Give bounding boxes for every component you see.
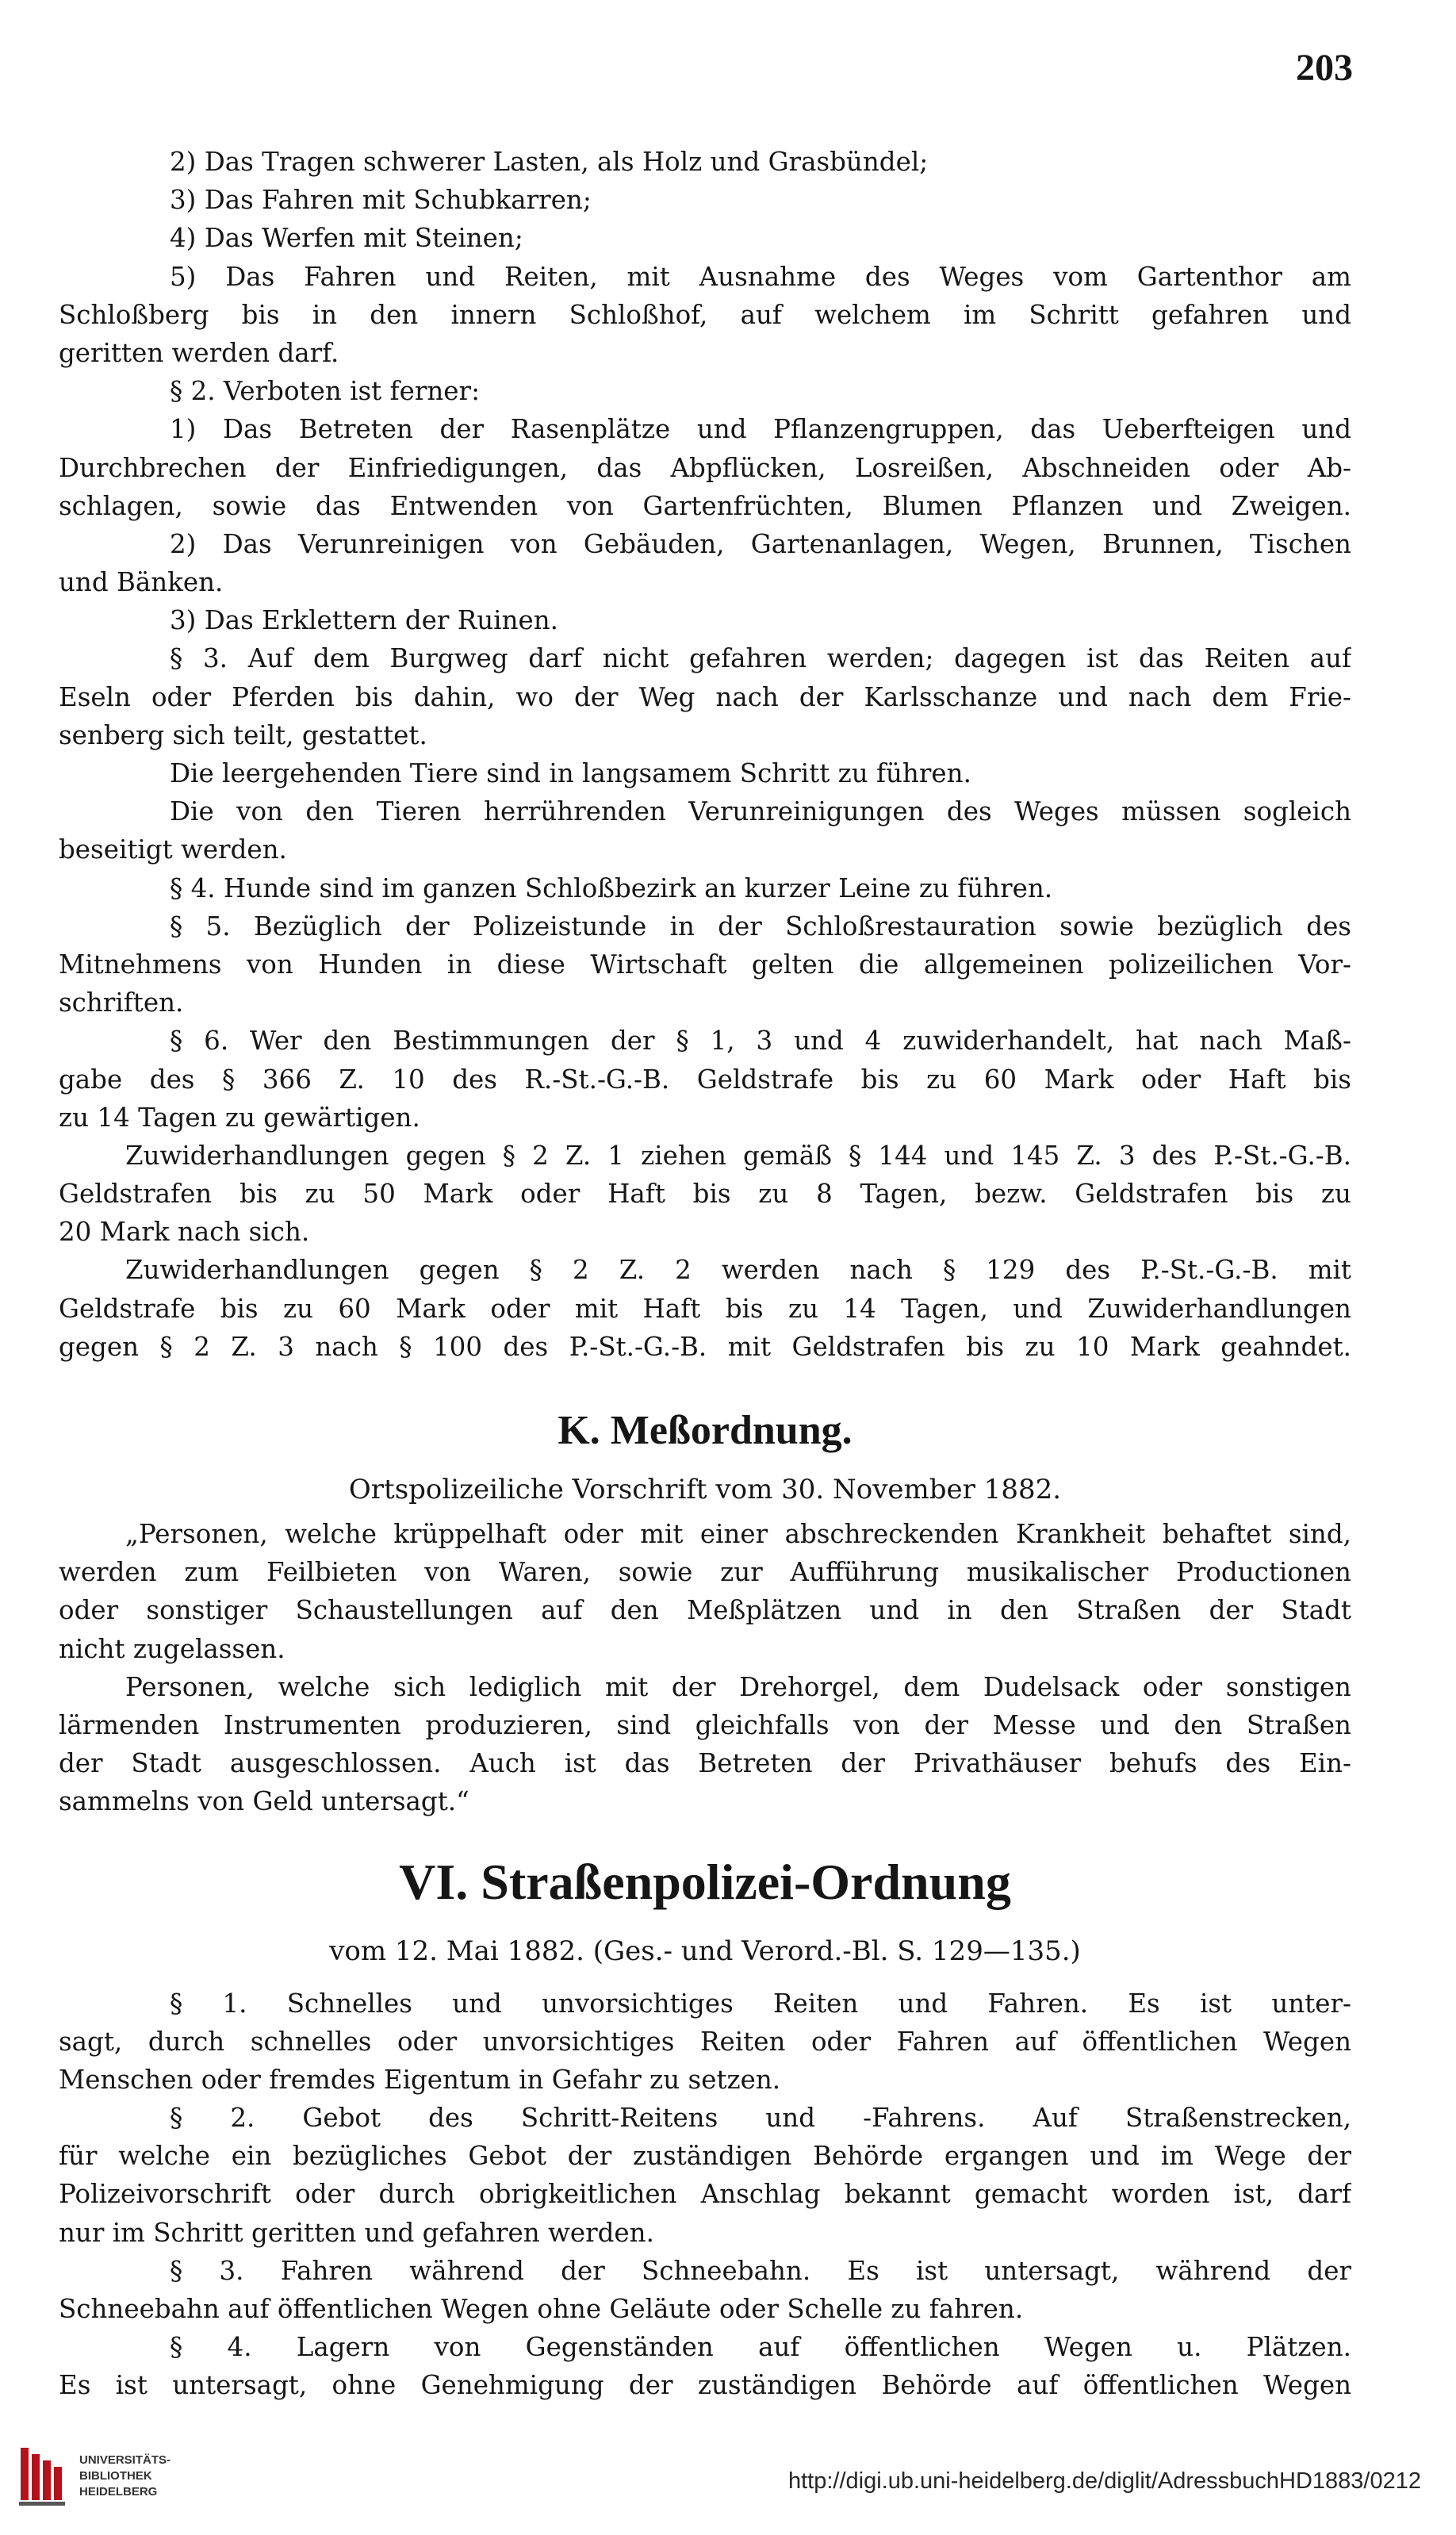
logo-text-line: UNIVERSITÄTS- xyxy=(79,2453,171,2467)
text-line: lärmenden Instrumenten produzieren, sind gleichfalls von der Messe und den Straßen xyxy=(59,1709,1351,1740)
text-line: Polizeivorschrift oder durch obrigkeitlichen Anschlag bekannt gemacht worden ist, darf xyxy=(59,2179,1351,2210)
text-line: Zuwiderhandlungen gegen § 2 Z. 1 ziehen gemäß § 144 und 145 Z. 3 des P.-St.-G.-B. xyxy=(125,1140,1351,1171)
text-line: und Bänken. xyxy=(59,567,224,598)
logo-text-line: HEIDELBERG xyxy=(79,2485,158,2499)
text-line: Schneebahn auf öffentlichen Wegen ohne Geläute oder Schelle zu fahren. xyxy=(59,2294,1024,2324)
text-line: 4) Das Werfen mit Steinen; xyxy=(170,223,523,254)
page-body xyxy=(59,143,1351,2405)
text-line: § 4. Lagern von Gegenständen auf öffentlichen Wegen u. Plätzen. xyxy=(170,2332,1351,2363)
text-line: Die leergehenden Tiere sind in langsamem Schritt zu führen. xyxy=(170,758,971,788)
text-line: Personen, welche sich lediglich mit der Drehorgel, dem Dudelsack oder sonstigen xyxy=(125,1671,1351,1702)
library-logo xyxy=(16,2440,198,2511)
text-line: Die von den Tieren herrührenden Verunreinigungen des Weges müssen sogleich xyxy=(170,796,1351,827)
strassenpolizei-body xyxy=(59,1985,1351,2405)
text-line: § 6. Wer den Bestimmungen der § 1, 3 und 4 zuwiderhandelt, hat nach Maß- xyxy=(170,1026,1351,1057)
section-heading-messordnung: K. Meßordnung. xyxy=(557,1408,853,1453)
text-line: werden zum Feilbieten von Waren, sowie zur Aufführung musikalischer Productionen xyxy=(59,1557,1351,1588)
section-subtitle: vom 12. Mai 1882. (Ges.- und Verord.-Bl. S. 129—135.) xyxy=(329,1935,1081,1967)
text-line: sagt, durch schnelles oder unvorsichtiges Reiten oder Fahren auf öffentlichen Wegen xyxy=(59,2026,1351,2057)
text-line: 20 Mark nach sich. xyxy=(59,1217,310,1248)
text-line: nicht zugelassen. xyxy=(59,1633,285,1664)
seal-icon xyxy=(16,2440,71,2508)
text-line: beseitigt werden. xyxy=(59,834,287,865)
text-line: 3) Das Erklettern der Ruinen. xyxy=(170,605,558,636)
text-line: für welche ein bezügliches Gebot der zuständigen Behörde ergangen und im Wege der xyxy=(59,2141,1351,2172)
text-line: § 3. Fahren während der Schneebahn. Es ist untersagt, während der xyxy=(170,2255,1351,2286)
text-line: Mitnehmens von Hunden in diese Wirtschaft gelten die allgemeinen polizeilichen Vor- xyxy=(59,949,1351,980)
text-line: Es ist untersagt, ohne Genehmigung der zuständigen Behörde auf öffentlichen Wegen xyxy=(59,2370,1351,2401)
text-line: oder sonstiger Schaustellungen auf den Meßplätzen und in den Straßen der Stadt xyxy=(59,1595,1351,1626)
text-line: § 5. Bezüglich der Polizeistunde in der Schloßrestauration sowie bezüglich des xyxy=(170,911,1351,942)
text-line: gegen § 2 Z. 3 nach § 100 des P.-St.-G.-B. mit Geldstrafen bis zu 10 Mark geahndet. xyxy=(59,1331,1351,1362)
text-line: 5) Das Fahren und Reiten, mit Ausnahme des Weges vom Gartenthor am xyxy=(170,261,1351,292)
text-line: nur im Schritt geritten und gefahren werden. xyxy=(59,2217,654,2248)
text-line: § 3. Auf dem Burgweg darf nicht gefahren werden; dagegen ist das Reiten auf xyxy=(170,643,1351,674)
text-line: geritten werden darf. xyxy=(59,337,339,368)
text-line: Geldstrafen bis zu 50 Mark oder Haft bis zu 8 Tagen, bezw. Geldstrafen bis zu xyxy=(59,1179,1351,1210)
text-line: § 4. Hunde sind im ganzen Schloßbezirk an kurzer Leine zu führen. xyxy=(170,872,1053,903)
text-line: Durchbrechen der Einfriedigungen, das Abpflücken, Losreißen, Abschneiden oder Ab- xyxy=(59,452,1351,483)
garden-regulations xyxy=(59,143,1351,1366)
text-line: sammelns von Geld untersagt.“ xyxy=(59,1786,469,1817)
text-line: Geldstrafe bis zu 60 Mark oder mit Haft bis zu 14 Tagen, und Zuwiderhandlungen xyxy=(59,1293,1351,1324)
text-line: „Personen, welche krüppelhaft oder mit einer abschreckenden Krankheit behaftet sind, xyxy=(125,1519,1351,1549)
messordnung-body xyxy=(59,1515,1351,1821)
text-line: 3) Das Fahren mit Schubkarren; xyxy=(170,185,592,216)
logo-text-line: BIBLIOTHEK xyxy=(79,2469,152,2483)
text-line: gabe des § 366 Z. 10 des R.-St.-G.-B. Geldstrafe bis zu 60 Mark oder Haft bis xyxy=(59,1064,1351,1095)
section-subtitle: Ortspolizeiliche Vorschrift vom 30. November 1882. xyxy=(348,1474,1062,1505)
text-line: 2) Das Tragen schwerer Lasten, als Holz und Grasbündel; xyxy=(170,147,929,177)
text-line: schlagen, sowie das Entwenden von Gartenfrüchten, Blumen Pflanzen und Zweigen. xyxy=(59,490,1351,521)
page-number: 203 xyxy=(1296,47,1353,89)
footer xyxy=(16,2437,1440,2516)
source-url-link[interactable]: http://digi.ub.uni-heidelberg.de/diglit/AdressbuchHD1883/0212 xyxy=(787,2468,1421,2494)
text-line: § 2. Verboten ist ferner: xyxy=(170,376,481,407)
text-line: schriften. xyxy=(59,988,184,1018)
text-line: zu 14 Tagen zu gewärtigen. xyxy=(59,1102,420,1133)
text-line: § 2. Gebot des Schritt-Reitens und -Fahrens. Auf Straßenstrecken, xyxy=(170,2103,1351,2134)
text-line: Menschen oder fremdes Eigentum in Gefahr zu setzen. xyxy=(59,2064,781,2095)
text-line: Schloßberg bis in den innern Schloßhof, auf welchem im Schritt gefahren und xyxy=(59,299,1351,330)
section-heading-strassenpolizei: VI. Straßenpolizei-Ordnung xyxy=(399,1853,1011,1910)
text-line: Eseln oder Pferden bis dahin, wo der Weg nach der Karlsschanze und nach dem Frie- xyxy=(59,681,1351,712)
text-line: § 1. Schnelles und unvorsichtiges Reiten und Fahren. Es ist unter- xyxy=(170,1988,1351,2019)
text-line: 2) Das Verunreinigen von Gebäuden, Gartenanlagen, Wegen, Brunnen, Tischen xyxy=(170,528,1351,559)
text-line: 1) Das Betreten der Rasenplätze und Pflanzengruppen, das Ueberfteigen und xyxy=(170,414,1351,445)
text-line: senberg sich teilt, gestattet. xyxy=(59,719,427,750)
text-line: Zuwiderhandlungen gegen § 2 Z. 2 werden nach § 129 des P.-St.-G.-B. mit xyxy=(125,1255,1351,1286)
text-line: der Stadt ausgeschlossen. Auch ist das Betreten der Privathäuser behufs des Ein- xyxy=(59,1748,1351,1779)
